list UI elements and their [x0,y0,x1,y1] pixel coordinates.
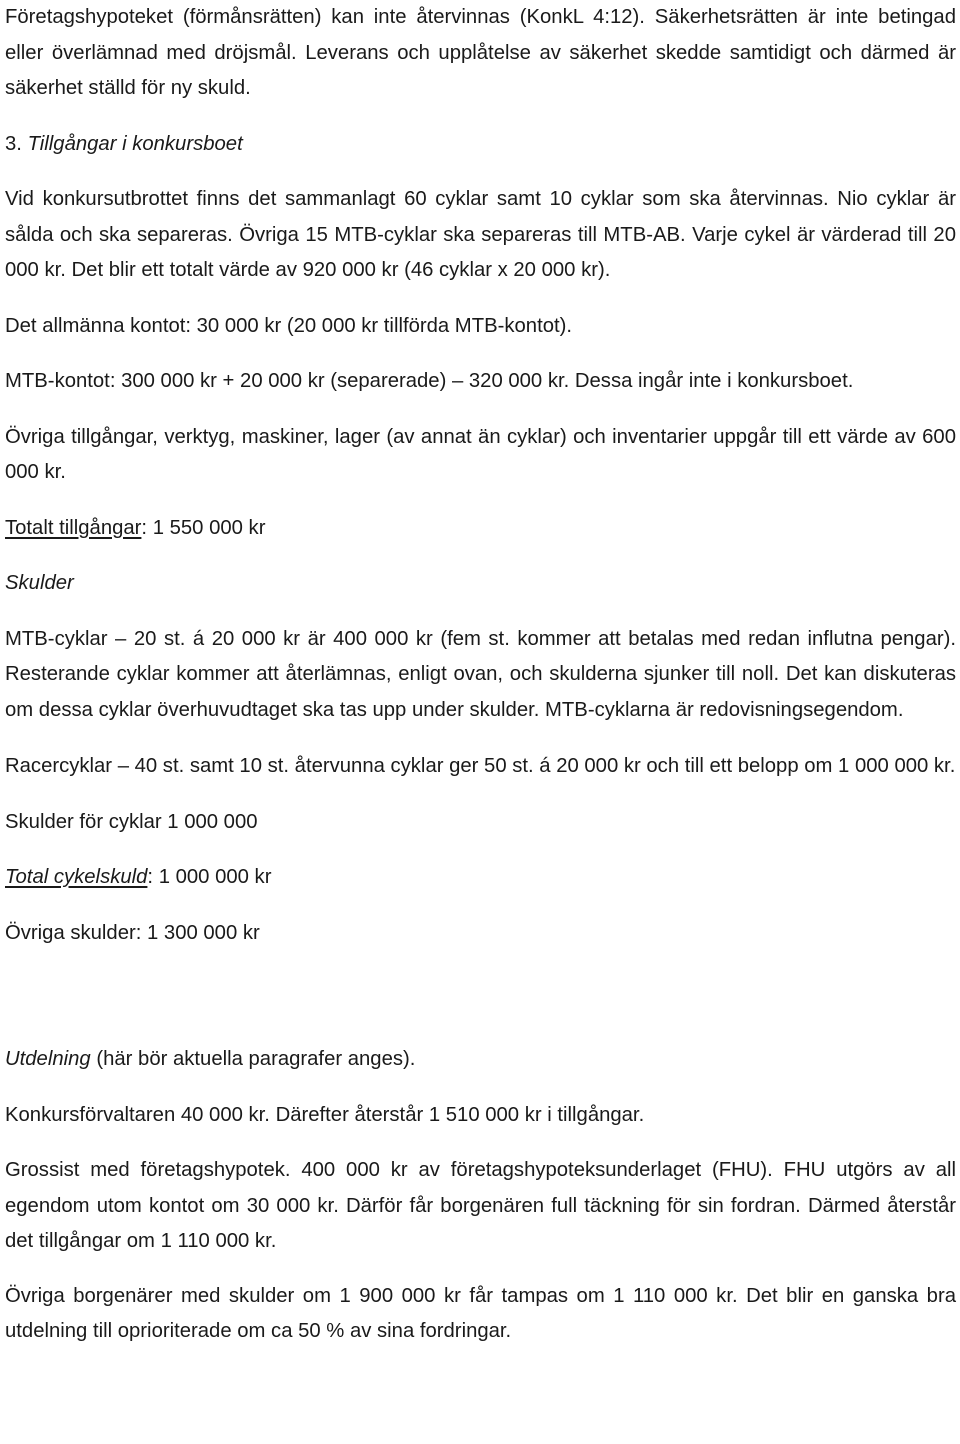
paragraph-general-account: Det allmänna kontot: 30 000 kr (20 000 kr tillförda MTB-kontot). [5,314,573,337]
total-assets-value: : 1 550 000 kr [141,516,266,539]
distribution-heading: Utdelning [5,1048,91,1070]
paragraph-mtb-account: MTB-kontot: 300 000 kr + 20 000 kr (separerade) – 320 000 kr. Dessa ingår inte i konkursboet. [5,370,854,392]
paragraph-wholesaler: Grossist med företagshypotek. 400 000 kr av företagshypoteksunderlaget (FHU). FHU utgörs av all egendom utom kontot om 30 000 kr. Därför får borgenären full täckning för sin fordran. Därmed återstår det tillgångar om 1 110 000 kr. [5,1159,956,1252]
paragraph-administrator: Konkursförvaltaren 40 000 kr. Därefter återstår 1 510 000 kr i tillgångar. [5,1103,645,1126]
document-page [5,0,956,1350]
paragraph-bicycle-debts: Skulder för cyklar 1 000 000 [5,810,258,833]
paragraph-bicycles-assets: Vid konkursutbrottet finns det sammanlagt 60 cyklar samt 10 cyklar som ska återvinnas. Nio cyklar är sålda och ska separeras. Övriga 15 MTB-cyklar ska separeras till MTB-AB. Varje cykel är värderad till 20 000 kr. Det blir ett totalt värde av 920 000 kr (46 cyklar x 20 000 kr). [5,188,956,281]
paragraph-other-creditors: Övriga borgenärer med skulder om 1 900 000 kr får tampas om 1 110 000 kr. Det blir en ganska bra utdelning till oprioriterade om ca 50 % av sina fordringar. [5,1284,956,1342]
paragraph-other-assets: Övriga tillgångar, verktyg, maskiner, lager (av annat än cyklar) och inventarier uppgår till ett värde av 600 000 kr. [5,425,956,483]
paragraph-other-debts: Övriga skulder: 1 300 000 kr [5,921,260,944]
section-title: Tillgångar i konkursboet [27,132,243,155]
paragraph-security-rights: Företagshypoteket (förmånsrätten) kan inte återvinnas (KonkL 4:12). Säkerhetsrätten är inte betingad eller överlämnad med dröjsmål. Leverans och upplåtelse av säkerhet skedde samtidigt och därmed är säkerhet ställd för ny skuld. [5,6,956,99]
paragraph-racer-bicycles: Racercyklar – 40 st. samt 10 st. återvunna cyklar ger 50 st. á 20 000 kr och till ett belopp om 1 000 000 kr. [5,755,956,777]
debts-heading-text: Skulder [5,572,74,594]
total-assets-line [5,511,956,547]
debts-heading [5,566,956,602]
distribution-note: (här bör aktuella paragrafer anges). [90,1048,416,1070]
total-assets-label: Totalt tillgångar [5,516,142,539]
paragraph-mtb-bicycles: MTB-cyklar – 20 st. á 20 000 kr är 400 000 kr (fem st. kommer att betalas med redan influtna pengar). Resterande cyklar kommer att återlämnas, enligt ovan, och skulderna sjunker till noll. Det kan diskuteras om dessa cyklar överhuvudtaget ska tas upp under skulder. MTB-cyklarna är redovisningsegendom. [5,627,956,721]
section-number: 3. [5,132,28,155]
total-bicycle-debt-value: : 1 000 000 kr [147,866,272,888]
distribution-heading-line [5,1042,956,1078]
total-bicycle-debt-label: Total cykelskuld [5,866,148,888]
total-bicycle-debt-line [5,860,956,896]
section-heading-assets [5,127,956,163]
